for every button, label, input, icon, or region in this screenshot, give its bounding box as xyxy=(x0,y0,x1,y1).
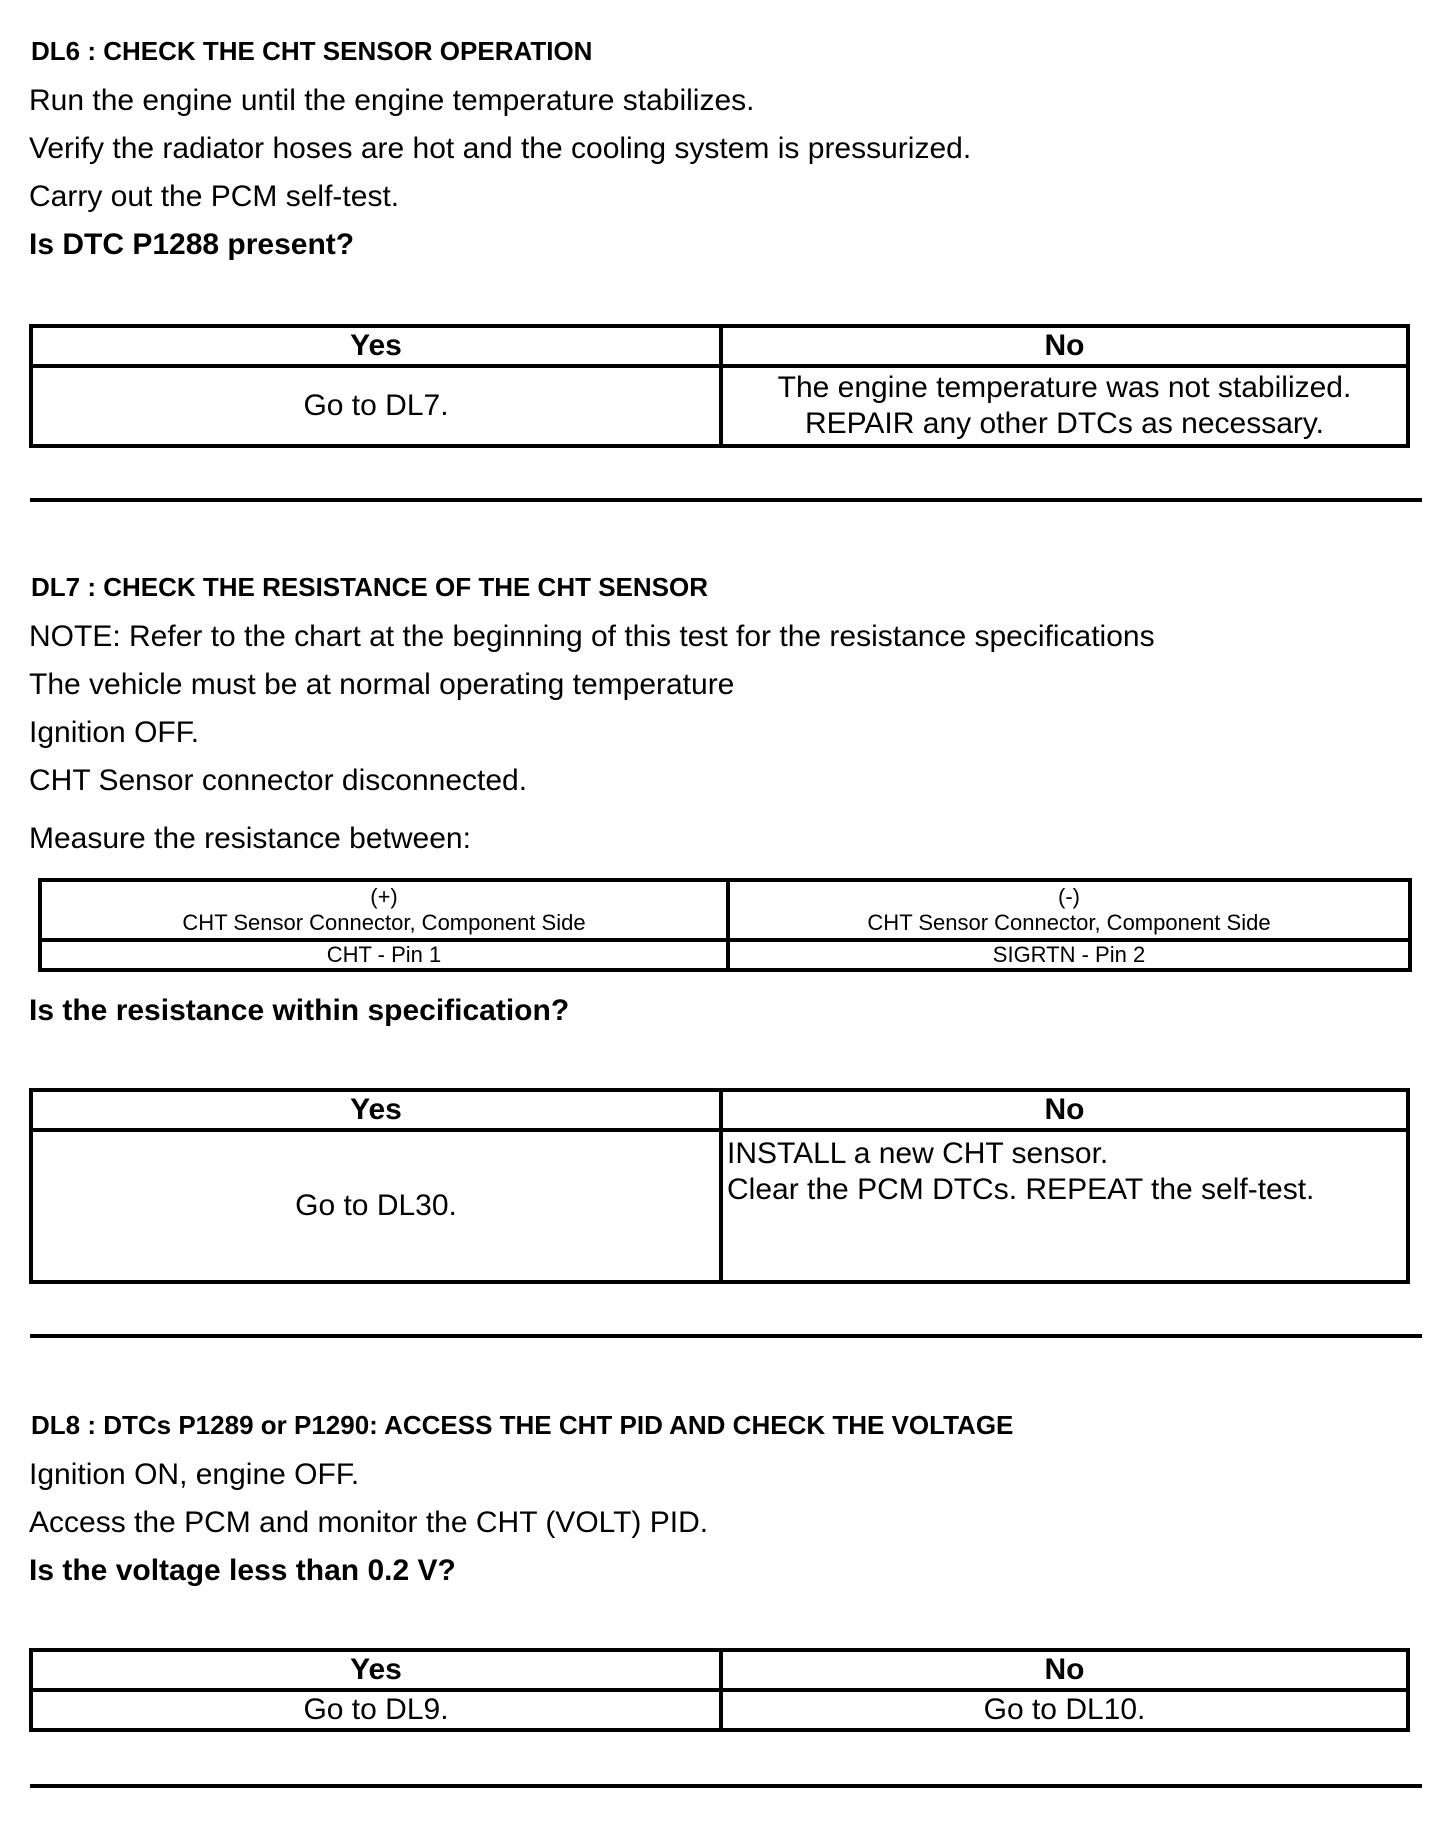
dl7-yes-header: Yes xyxy=(31,1090,721,1130)
dl7-measure-table xyxy=(38,878,1412,972)
dl7-no-header: No xyxy=(721,1090,1408,1130)
dl6-line-1: Run the engine until the engine temperature stabilizes. xyxy=(29,84,755,117)
dl7-question: Is the resistance within specification? xyxy=(29,994,570,1027)
dl7-line-1: NOTE: Refer to the chart at the beginning of this test for the resistance specifications xyxy=(29,620,1155,653)
dl8-no-header: No xyxy=(721,1650,1408,1690)
dl6-result-table xyxy=(29,324,1410,448)
dl8-line-1: Ignition ON, engine OFF. xyxy=(29,1458,360,1491)
dl7-no-text-1: INSTALL a new CHT sensor. xyxy=(727,1137,1109,1170)
dl6-no-text-1: The engine temperature was not stabilized. xyxy=(777,371,1352,404)
divider-1 xyxy=(30,498,1422,502)
dl6-no-header: No xyxy=(721,326,1408,366)
dl7-no-cell xyxy=(721,1130,1408,1282)
dl6-yes-header: Yes xyxy=(31,326,721,366)
plus-pin: CHT - Pin 1 xyxy=(40,940,728,970)
divider-2 xyxy=(30,1334,1422,1338)
dl8-heading: DL8 : DTCs P1289 or P1290: ACCESS THE CHT PID AND CHECK THE VOLTAGE xyxy=(31,1410,1014,1440)
measure-minus-header xyxy=(728,880,1410,940)
dl7-line-2: The vehicle must be at normal operating temperature xyxy=(29,668,735,701)
dl6-line-3: Carry out the PCM self-test. xyxy=(29,180,400,213)
plus-symbol: (+) xyxy=(370,884,398,909)
dl6-yes-text: Go to DL7. xyxy=(31,366,721,446)
dl6-question: Is DTC P1288 present? xyxy=(29,228,355,261)
dl8-line-2: Access the PCM and monitor the CHT (VOLT) PID. xyxy=(29,1506,709,1539)
dl7-yes-text: Go to DL30. xyxy=(31,1130,721,1282)
dl8-question: Is the voltage less than 0.2 V? xyxy=(29,1554,456,1587)
dl8-no-text: Go to DL10. xyxy=(721,1690,1408,1730)
dl6-no-text-2: REPAIR any other DTCs as necessary. xyxy=(804,407,1325,440)
dl8-result-table xyxy=(29,1648,1410,1732)
divider-3 xyxy=(30,1784,1422,1788)
plus-label: CHT Sensor Connector, Component Side xyxy=(182,910,586,935)
dl7-heading: DL7 : CHECK THE RESISTANCE OF THE CHT SENSOR xyxy=(31,572,709,602)
minus-label: CHT Sensor Connector, Component Side xyxy=(867,910,1271,935)
minus-symbol: (-) xyxy=(1058,884,1080,909)
dl6-heading: DL6 : CHECK THE CHT SENSOR OPERATION xyxy=(31,36,593,66)
dl7-line-3: Ignition OFF. xyxy=(29,716,200,749)
dl7-line-5: Measure the resistance between: xyxy=(29,822,471,855)
dl6-line-2: Verify the radiator hoses are hot and the cooling system is pressurized. xyxy=(29,132,972,165)
dl7-no-text-2: Clear the PCM DTCs. REPEAT the self-test. xyxy=(727,1173,1315,1206)
measure-plus-header xyxy=(40,880,728,940)
dl7-line-4: CHT Sensor connector disconnected. xyxy=(29,764,528,797)
dl6-no-cell xyxy=(721,366,1408,446)
dl8-yes-header: Yes xyxy=(31,1650,721,1690)
minus-pin: SIGRTN - Pin 2 xyxy=(728,940,1410,970)
dl7-result-table xyxy=(29,1088,1410,1284)
dl8-yes-text: Go to DL9. xyxy=(31,1690,721,1730)
